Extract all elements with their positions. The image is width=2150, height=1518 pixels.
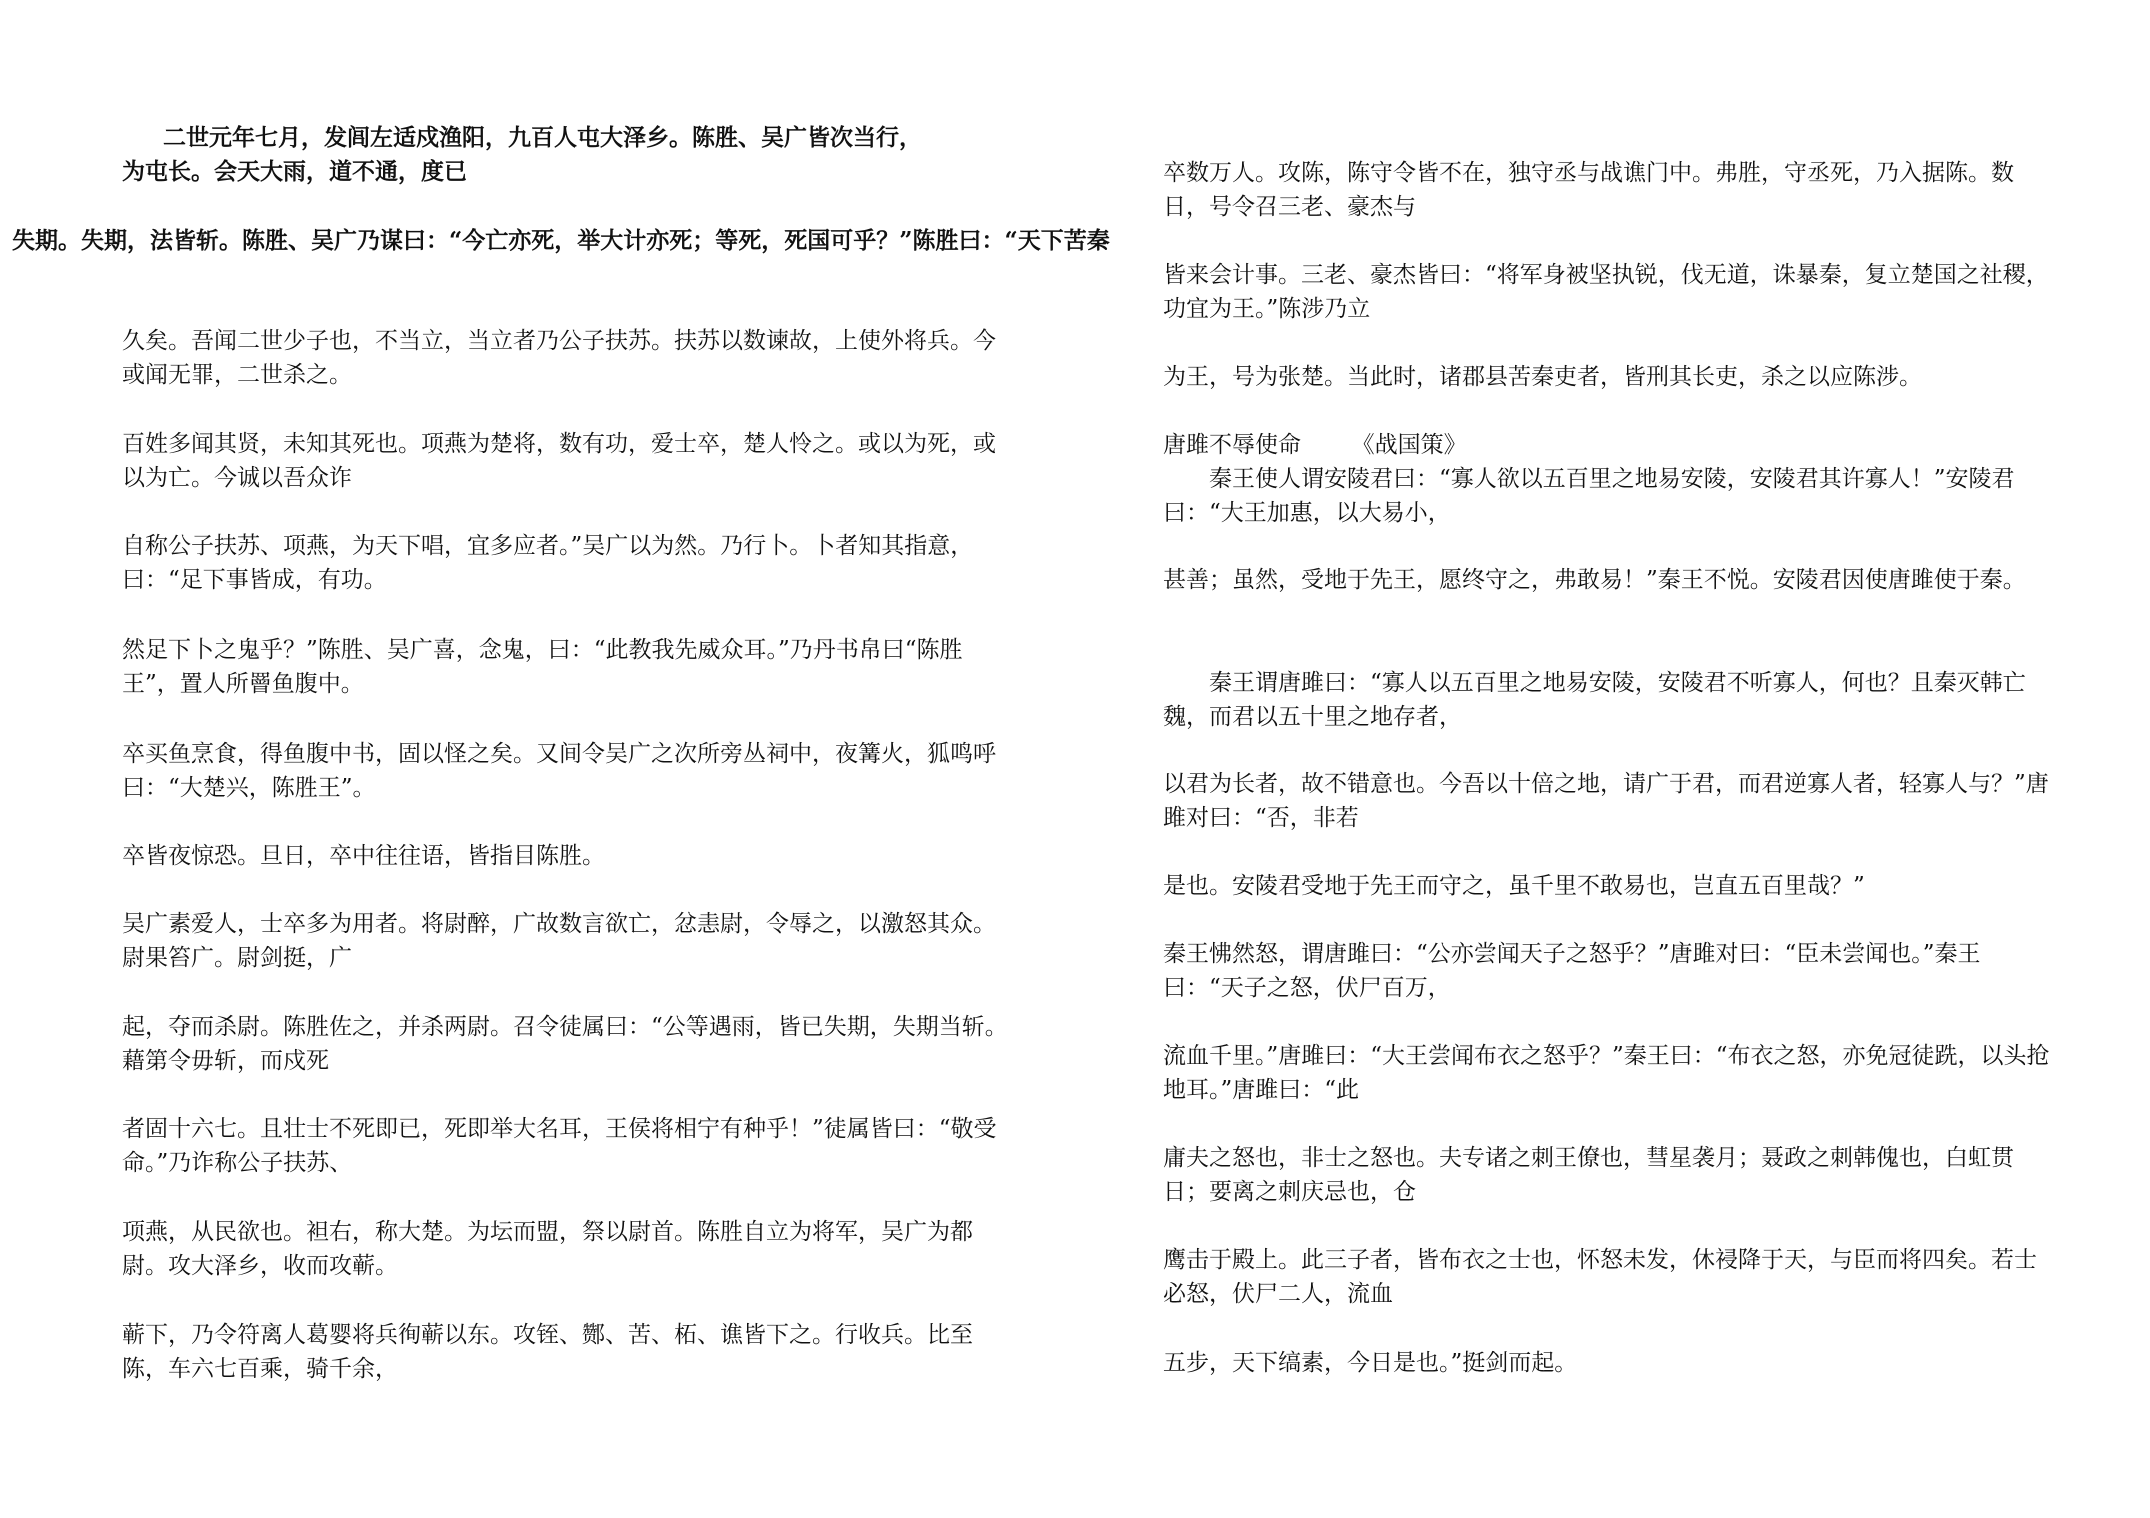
right-paragraph: 秦王怫然怒，谓唐雎曰：“公亦尝闻天子之怒乎？”唐雎对曰：“臣未尝闻也。”秦王曰：“天子之怒，伏尸百万， — [1163, 941, 1981, 1001]
left-paragraph: 者固十六七。且壮士不死即已，死即举大名耳，王侯将相宁有种乎！”徒属皆曰：“敬受命。”乃诈称公子扶苏、 — [122, 1116, 997, 1176]
right-paragraph: 流血千里。”唐雎曰：“大王尝闻布衣之怒乎？”秦王曰：“布衣之怒，亦免冠徒跣，以头抢地耳。”唐雎曰：“此 — [1163, 1043, 2050, 1103]
left-paragraph: 卒皆夜惊恐。旦日，卒中往往语，皆指目陈胜。 — [122, 843, 605, 869]
left-paragraph: 起，夺而杀尉。陈胜佐之，并杀两尉。召令徒属曰：“公等遇雨，皆已失期，失期当斩。藉第令毋斩，而戍死 — [122, 1014, 1008, 1074]
right-paragraph: 庸夫之怒也，非士之怒也。夫专诸之刺王僚也，彗星袭月；聂政之刺韩傀也，白虹贯日；要离之刺庆忌也，仓 — [1163, 1145, 2014, 1205]
section-heading — [1163, 428, 2058, 462]
intro-line-2: 为屯长。会天大雨，道不通，度已 — [122, 158, 467, 185]
left-paragraph: 然足下卜之鬼乎？”陈胜、吴广喜，念鬼，曰：“此教我先威众耳。”乃丹书帛曰“陈胜王”，置人所罾鱼腹中。 — [122, 637, 963, 697]
left-paragraph: 蕲下，乃令符离人葛婴将兵徇蕲以东。攻铚、酂、苦、柘、谯皆下之。行收兵。比至陈，车六七百乘，骑千余， — [122, 1322, 973, 1382]
section-source: 《战国策》 — [1351, 432, 1467, 458]
right-paragraph: 皆来会计事。三老、豪杰皆曰：“将军身被坚执锐，伐无道，诛暴秦，复立楚国之社稷，功宜为王。”陈涉乃立 — [1163, 262, 2049, 322]
right-paragraph: 五步，天下缟素，今日是也。”挺剑而起。 — [1163, 1350, 1578, 1376]
right-paragraph: 卒数万人。攻陈，陈守令皆不在，独守丞与战谯门中。弗胜，守丞死，乃入据陈。数日，号令召三老、豪杰与 — [1163, 160, 2014, 220]
left-paragraph: 自称公子扶苏、项燕，为天下唱，宜多应者。”吴广以为然。乃行卜。卜者知其指意，曰：“足下事皆成，有功。 — [122, 533, 974, 593]
right-paragraph: 甚善；虽然，受地于先王，愿终守之，弗敢易！”秦王不悦。安陵君因使唐雎使于秦。 — [1163, 567, 2026, 593]
right-paragraph: 是也。安陵君受地于先王而守之，虽千里不敢易也，岂直五百里哉？” — [1163, 873, 1865, 899]
right-paragraph: 鹰击于殿上。此三子者，皆布衣之士也，怀怒未发，休祲降于天，与臣而将四矣。若士必怒，伏尸二人，流血 — [1163, 1247, 2037, 1307]
right-paragraph: 以君为长者，故不错意也。今吾以十倍之地，请广于君，而君逆寡人者，轻寡人与？”唐雎对曰：“否，非若 — [1163, 771, 2049, 831]
left-paragraph: 卒买鱼烹食，得鱼腹中书，固以怪之矣。又间令吴广之次所旁丛祠中，夜篝火，狐鸣呼曰：“大楚兴，陈胜王”。 — [122, 741, 996, 801]
left-paragraph: 吴广素爱人，士卒多为用者。将尉醉，广故数言欲亡，忿恚尉，令辱之，以激怒其众。尉果笞广。尉剑挺，广 — [122, 911, 996, 971]
right-paragraph: 为王，号为张楚。当此时，诸郡县苦秦吏者，皆刑其长吏，杀之以应陈涉。 — [1163, 364, 1922, 390]
left-paragraph: 百姓多闻其贤，未知其死也。项燕为楚将，数有功，爱士卒，楚人怜之。或以为死，或以为亡。今诚以吾众诈 — [122, 431, 996, 491]
left-paragraph: 久矣。吾闻二世少子也，不当立，当立者乃公子扶苏。扶苏以数谏故，上使外将兵。今或闻无罪，二世杀之。 — [122, 328, 996, 388]
left-paragraph: 项燕，从民欲也。袒右，称大楚。为坛而盟，祭以尉首。陈胜自立为将军，吴广为都尉。攻大泽乡，收而攻蕲。 — [122, 1219, 973, 1279]
bold-wrap-line: 失期。失期，法皆斩。陈胜、吴广乃谋曰：“今亡亦死，举大计亦死；等死，死国可乎？”陈胜曰：“天下苦秦 — [12, 227, 1110, 254]
intro-line-1: 二世元年七月，发闾左适戍渔阳，九百人屯大泽乡。陈胜、吴广皆次当行， — [163, 124, 922, 151]
right-paragraph: 秦王谓唐雎曰：“寡人以五百里之地易安陵，安陵君不听寡人，何也？且秦灭韩亡魏，而君以五十里之地存者， — [1163, 670, 2026, 730]
right-paragraph: 秦王使人谓安陵君曰：“寡人欲以五百里之地易安陵，安陵君其许寡人！”安陵君曰：“大王加惠，以大易小， — [1163, 466, 2015, 526]
section-title: 唐雎不辱使命 — [1163, 432, 1301, 458]
